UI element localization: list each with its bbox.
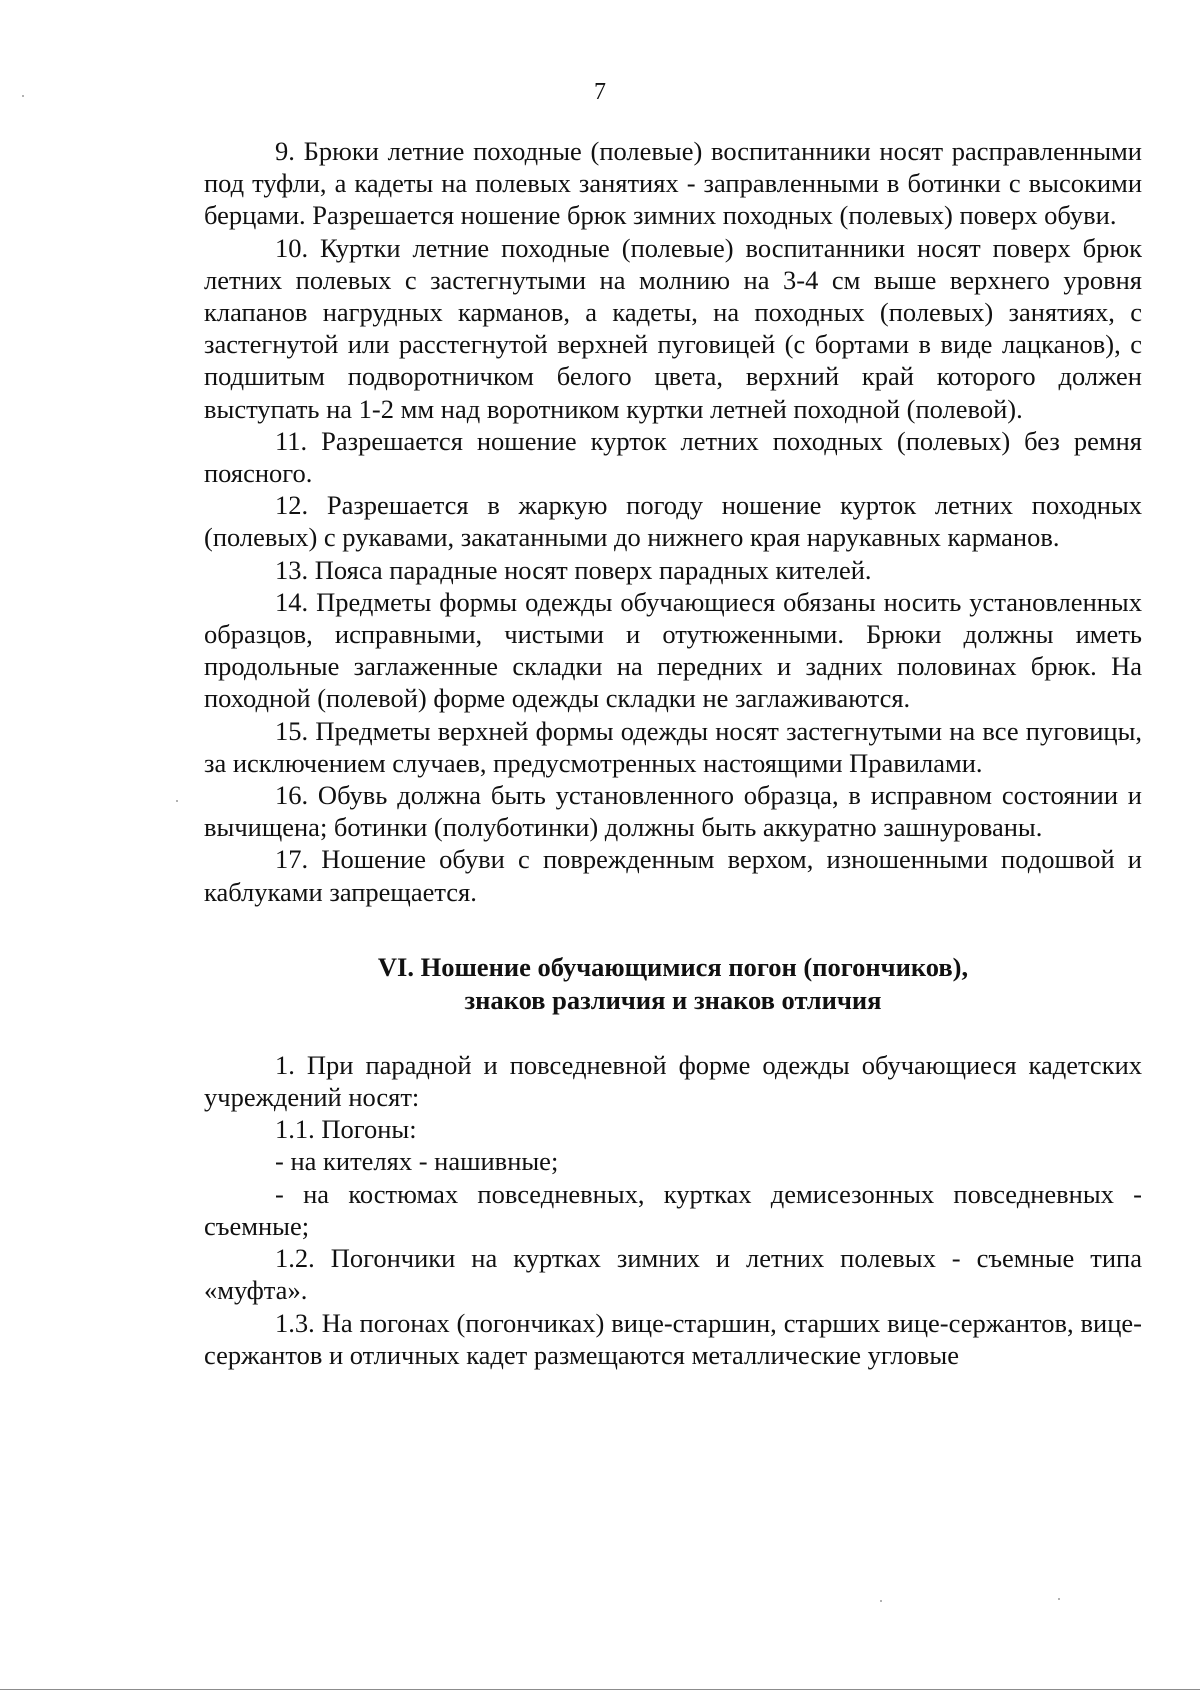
- paragraph-13: 13. Пояса парадные носят поверх парадных кителей.: [275, 554, 872, 585]
- section-heading-line-1: VI. Ношение обучающимися погон (погончиков),: [377, 951, 969, 982]
- paragraph-vi-1-3: 1.3. На погонах (погончиках) вице-старшин, старших вице-сержантов, вице-сержантов и отличных кадет размещаются металлические угловые: [204, 1307, 1142, 1370]
- paragraph-vi-1-1-item-a: - на кителях - нашивные;: [275, 1146, 559, 1177]
- paragraph-9: 9. Брюки летние походные (полевые) воспитанники носят расправленными под туфли, а кадеты на полевых занятиях - заправленными в ботинки с высокими берцами. Разрешается ношение брюк зимних походных (полевых) поверх обуви.: [204, 136, 1142, 231]
- scan-speck: [880, 1600, 882, 1602]
- paragraph-vi-1-1-item-b: - на костюмах повседневных, куртках демисезонных повседневных - съемные;: [204, 1178, 1142, 1241]
- paragraph-12: 12. Разрешается в жаркую погоду ношение курток летних походных (полевых) с рукавами, закатанными до нижнего края нарукавных карманов.: [204, 490, 1142, 553]
- section-heading-line-2: знаков различия и знаков отличия: [464, 984, 882, 1015]
- page-number: 7: [594, 79, 606, 105]
- section-heading: [204, 951, 1142, 1017]
- page-body: [204, 135, 1142, 1371]
- paragraph-14: 14. Предметы формы одежды обучающиеся обязаны носить установленных образцов, исправными, чистыми и отутюженными. Брюки должны иметь продольные заглаженные складки на передних и задних половинах брюк. На походной (полевой) форме одежды складки не заглаживаются.: [204, 586, 1142, 714]
- paragraph-15: 15. Предметы верхней формы одежды носят застегнутыми на все пуговицы, за исключением случаев, предусмотренных настоящими Правилами.: [204, 715, 1142, 778]
- scan-bottom-edge: [0, 1689, 1200, 1690]
- scan-speck: [22, 95, 24, 97]
- paragraph-vi-1-2: 1.2. Погончики на куртках зимних и летних полевых - съемные типа «муфта».: [204, 1243, 1142, 1306]
- paragraph-10: 10. Куртки летние походные (полевые) воспитанники носят поверх брюк летних полевых с застегнутыми на молнию на 3-4 см выше верхнего уровня клапанов нагрудных карманов, а кадеты, на походных (полевых) занятиях, с застегнутой или расстегнутой верхней пуговицей (с бортами в виде лацканов), с подшитым подворотничком белого цвета, верхний край которого должен выступать на 1-2 мм над воротником куртки летней походной (полевой).: [204, 232, 1142, 424]
- scan-speck: [1058, 1598, 1060, 1600]
- scan-speck: [176, 800, 178, 802]
- paragraph-11: 11. Разрешается ношение курток летних походных (полевых) без ремня поясного.: [204, 425, 1142, 489]
- paragraph-vi-1-1: 1.1. Погоны:: [275, 1114, 417, 1145]
- paragraph-16: 16. Обувь должна быть установленного образца, в исправном состоянии и вычищена; ботинки (полуботинки) должны быть аккуратно зашнурованы.: [204, 780, 1142, 843]
- paragraph-vi-1: 1. При парадной и повседневной форме одежды обучающиеся кадетских учреждений носят:: [204, 1049, 1142, 1113]
- paragraph-17: 17. Ношение обуви с поврежденным верхом, изношенными подошвой и каблуками запрещается.: [204, 844, 1142, 907]
